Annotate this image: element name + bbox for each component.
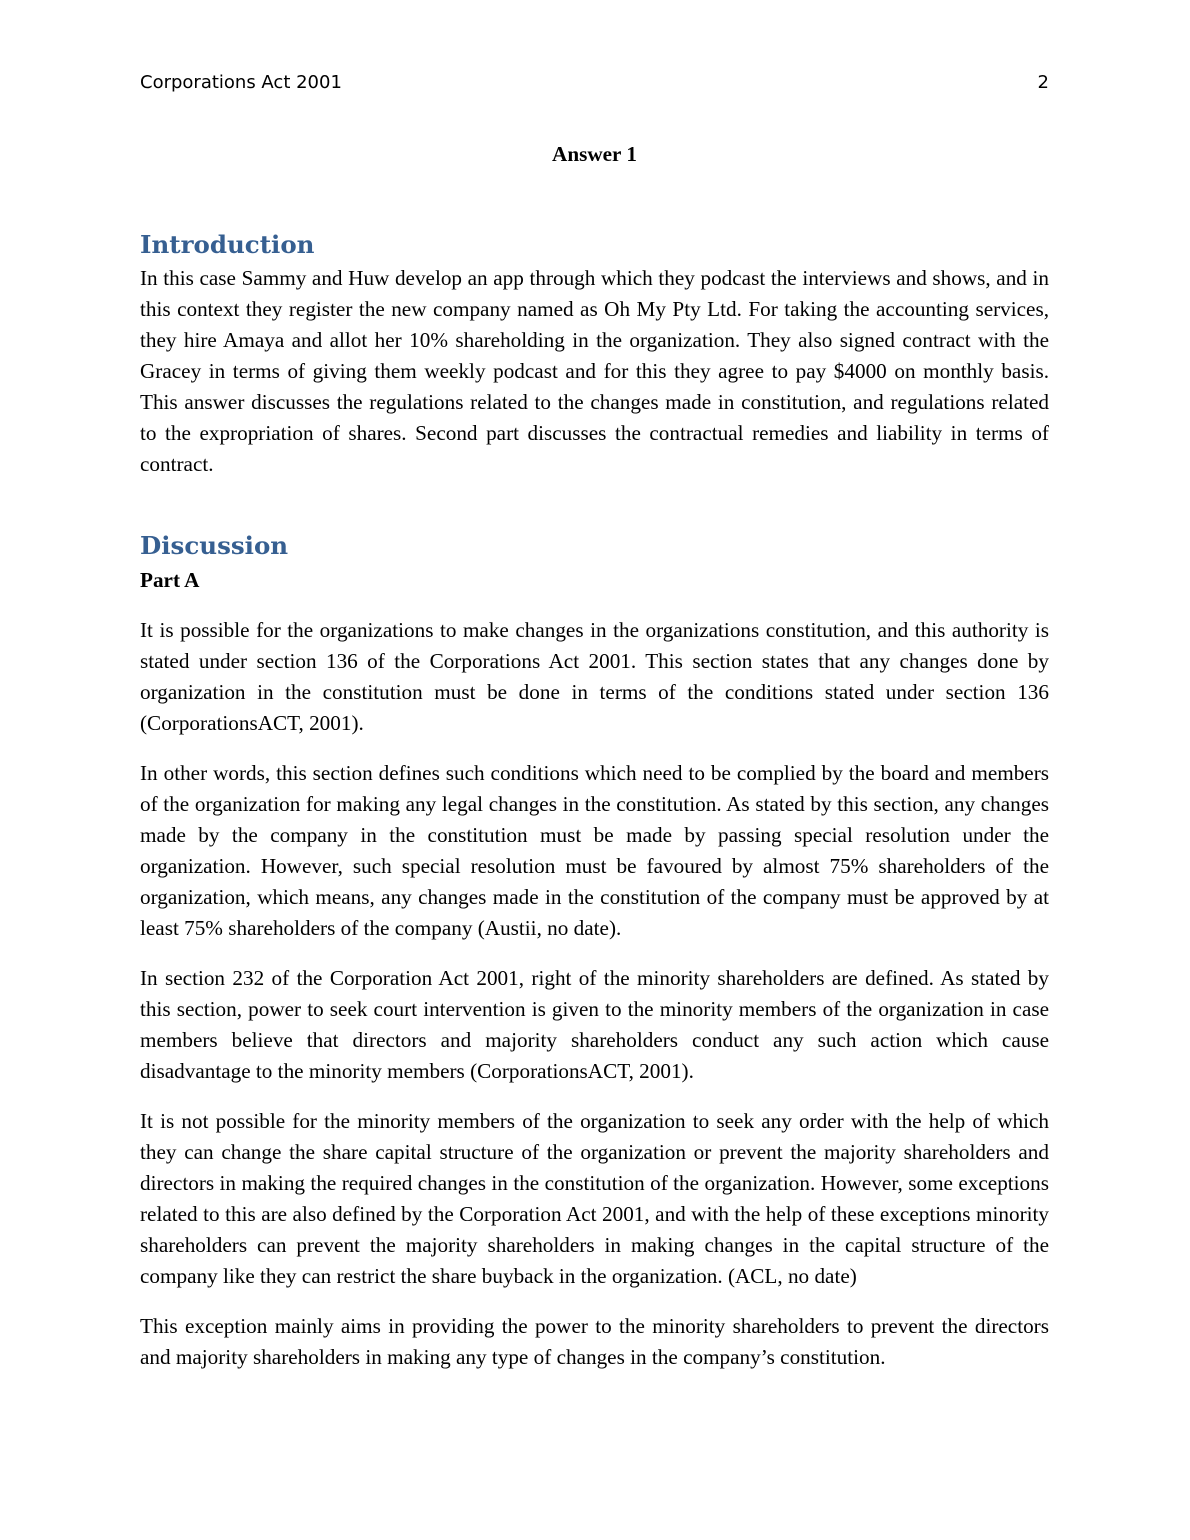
paragraph-special-resolution: In other words, this section defines such conditions which need to be complied by the board and members of the organization for making any legal changes in the constitution. As stated by this section, any changes made by the company in the constitution must be made by passing special resolution under the organization. However, such special resolution must be favoured by almost 75% shareholders of the organization, which means, any changes made in the constitution of the company must be approved by at least 75% shareholders of the company (Austii, no date). (140, 761, 1049, 940)
paragraph-section-136: It is possible for the organizations to make changes in the organizations constitution, and this authority is stated under section 136 of the Corporations Act 2001. This section states that any changes done by organization in the constitution must be done in terms of the conditions stated under section 136 (CorporationsACT, 2001). (140, 618, 1049, 735)
header-title: Corporations Act 2001 (140, 72, 342, 93)
answer-title: Answer 1 (552, 142, 637, 166)
introduction-paragraph: In this case Sammy and Huw develop an app through which they podcast the interviews and shows, and in this context they register the new company named as Oh My Pty Ltd. For taking the accounting services, they hire Amaya and allot her 10% shareholding in the organization. They also signed contract with the Gracey in terms of giving them weekly podcast and for this they agree to pay $4000 on monthly basis. This answer discusses the regulations related to the changes made in constitution, and regulations related to the expropriation of shares. Second part discusses the contractual remedies and liability in terms of contract. (140, 266, 1049, 476)
page-header (140, 72, 1049, 96)
paragraph-minority-exceptions: It is not possible for the minority members of the organization to seek any order with the help of which they can change the share capital structure of the organization or prevent the majority shareholders and directors in making the required changes in the constitution of the organization. However, some exceptions related to this are also defined by the Corporation Act 2001, and with the help of these exceptions minority shareholders can prevent the majority shareholders in making changes in the capital structure of the company like they can restrict the share buyback in the organization. (ACL, no date) (140, 1109, 1049, 1288)
discussion-heading: Discussion (140, 531, 289, 560)
part-a-heading: Part A (140, 568, 200, 592)
paragraph-exception-aim: This exception mainly aims in providing the power to the minority shareholders to prevent the directors and majority shareholders in making any type of changes in the company’s constitution. (140, 1314, 1049, 1369)
page-number: 2 (1037, 72, 1049, 93)
document-body (140, 139, 1049, 1373)
paragraph-section-232: In section 232 of the Corporation Act 2001, right of the minority shareholders are defined. As stated by this section, power to seek court intervention is given to the minority members of the organization in case members believe that directors and majority shareholders conduct any such action which cause disadvantage to the minority members (CorporationsACT, 2001). (140, 966, 1049, 1083)
introduction-heading: Introduction (140, 230, 315, 259)
